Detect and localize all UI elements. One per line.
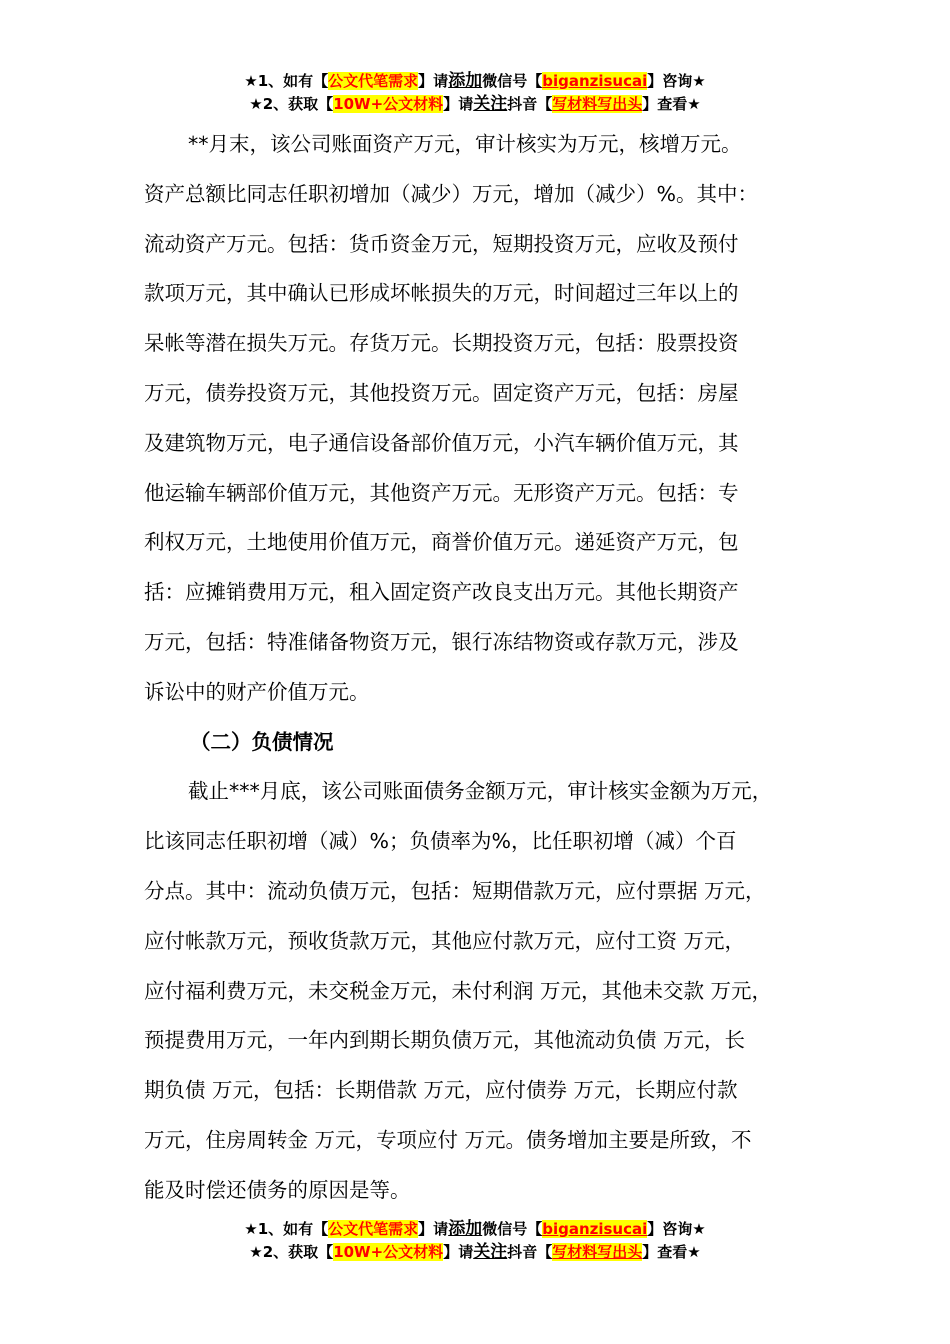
highlight-materials: 10W+公文材料: [333, 1243, 444, 1261]
wechat-id-link[interactable]: biganzisucai: [542, 72, 648, 90]
banner-text: 】请: [418, 1220, 449, 1238]
paragraph-line: 能及时偿还债务的原因是等。: [144, 1177, 411, 1202]
footer-banner: [0, 1218, 950, 1264]
paragraph-line: 他运输车辆部价值万元，其他资产万元。无形资产万元。包括：专: [144, 480, 739, 505]
highlight-ghostwriting: 公文代笔需求: [328, 1220, 419, 1238]
banner-line-1: [0, 70, 950, 93]
banner-text: ★1、如有【: [244, 72, 329, 90]
banner-text: 微信号【: [482, 72, 543, 90]
banner-line-2: [0, 1241, 950, 1264]
paragraph-line: 应付帐款万元，预收货款万元，其他应付款万元，应付工资 万元，: [144, 928, 746, 953]
paragraph-line: 流动资产万元。包括：货币资金万元，短期投资万元，应收及预付: [144, 231, 739, 256]
paragraph-line: 利权万元，土地使用价值万元，商誉价值万元。递延资产万元，包: [144, 530, 739, 555]
douyin-account-link[interactable]: 写材料写出头: [552, 95, 643, 113]
liabilities-paragraph: [144, 767, 834, 1215]
douyin-account-link[interactable]: 写材料写出头: [552, 1243, 643, 1261]
paragraph-line: 万元，包括：特准储备物资万元，银行冻结物资或存款万元，涉及: [144, 629, 739, 654]
paragraph-line: 预提费用万元，一年内到期长期负债万元，其他流动负债 万元，长: [144, 1028, 746, 1053]
highlight-materials: 10W+公文材料: [333, 95, 444, 113]
banner-line-1: [0, 1218, 950, 1241]
paragraph-line: 万元，债券投资万元，其他投资万元。固定资产万元，包括：房屋: [144, 380, 739, 405]
section-heading: （二）负债情况: [190, 729, 334, 754]
paragraph-line: 应付福利费万元，未交税金万元，未付利润 万元，其他未交款 万元，: [144, 978, 773, 1003]
paragraph-line: 分点。其中：流动负债万元，包括：短期借款万元，应付票据 万元，: [144, 878, 766, 903]
banner-text: ★2、获取【: [249, 1243, 334, 1261]
header-banner: [0, 70, 950, 116]
paragraph-line: 资产总额比同志任职初增加（减少）万元，增加（减少）%。其中：: [144, 181, 758, 206]
paragraph-line: **月末，该公司账面资产万元，审计核实为万元，核增万元。: [188, 132, 742, 156]
paragraph-line: 截止***月底，该公司账面债务金额万元，审计核实金额为万元，: [188, 779, 773, 804]
banner-text: 】请: [443, 1243, 474, 1261]
banner-text: 】查看★: [642, 95, 701, 113]
paragraph-line: 括：应摊销费用万元，租入固定资产改良支出万元。其他长期资产: [144, 580, 739, 605]
underlined-follow: 关注: [473, 1242, 508, 1262]
underlined-follow: 关注: [473, 94, 508, 114]
banner-text: 】咨询★: [647, 1220, 706, 1238]
paragraph-line: 呆帐等潜在损失万元。存货万元。长期投资万元，包括：股票投资: [144, 331, 739, 356]
banner-text: 抖音【: [507, 1243, 553, 1261]
underlined-add: 添加: [448, 1219, 483, 1239]
banner-text: 】请: [443, 95, 474, 113]
paragraph-line: 及建筑物万元，电子通信设备部价值万元，小汽车辆价值万元，其: [144, 430, 739, 455]
document-body: [144, 120, 834, 1216]
wechat-id-link[interactable]: biganzisucai: [542, 1220, 648, 1238]
paragraph-line: 比该同志任职初增（减）%；负债率为%，比任职初增（减）个百: [144, 829, 737, 854]
banner-text: 微信号【: [482, 1220, 543, 1238]
highlight-ghostwriting: 公文代笔需求: [328, 72, 419, 90]
paragraph-line: 诉讼中的财产价值万元。: [144, 679, 370, 704]
paragraph-line: 万元，住房周转金 万元，专项应付 万元。债务增加主要是所致，不: [144, 1127, 752, 1152]
banner-text: 】咨询★: [647, 72, 706, 90]
banner-line-2: [0, 93, 950, 116]
paragraph-line: 款项万元，其中确认已形成坏帐损失的万元，时间超过三年以上的: [144, 281, 739, 306]
banner-text: 】查看★: [642, 1243, 701, 1261]
assets-paragraph: [144, 120, 834, 718]
paragraph-line: 期负债 万元，包括：长期借款 万元，应付债券 万元，长期应付款: [144, 1078, 738, 1103]
banner-text: 抖音【: [507, 95, 553, 113]
banner-text: ★1、如有【: [244, 1220, 329, 1238]
underlined-add: 添加: [448, 71, 483, 91]
banner-text: ★2、获取【: [249, 95, 334, 113]
banner-text: 】请: [418, 72, 449, 90]
